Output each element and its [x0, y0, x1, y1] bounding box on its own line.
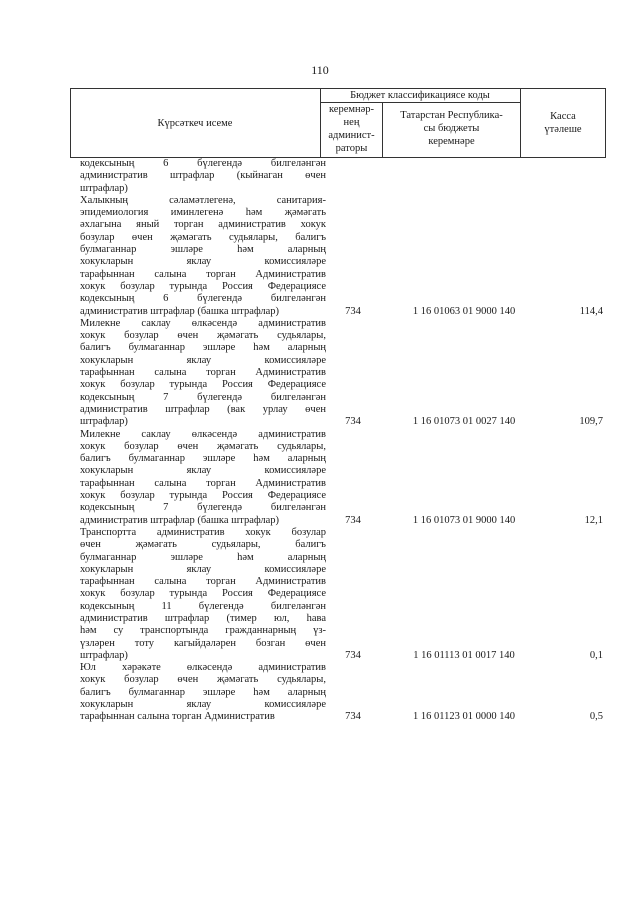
row-admin-code: 734 — [345, 305, 361, 317]
row-name: Юл хәрәкәте өлкәсендә административ хокук бозулар өчен җәмәгать судьялары, балигъ булмаганнар эшләре һәм аларның хокукларын яклау комиссияләре тарафыннан салына торган Административ — [80, 662, 326, 723]
row-budget-code: 1 16 01063 01 9000 140 — [412, 305, 516, 317]
row-admin-code: 734 — [345, 649, 361, 661]
table-row — [70, 527, 606, 662]
table-row — [70, 318, 606, 429]
header-right-border — [605, 88, 606, 158]
row-cash-amount: 114,4 — [579, 305, 603, 317]
table-row — [70, 195, 606, 318]
budget-code-group-header: Бюджет классификациясе коды — [350, 90, 490, 101]
table-row — [70, 158, 606, 195]
row-name: кодексының 6 бүлегендә билгеләнгән административ штрафлар (кыйнаган өчен штрафлар) — [80, 158, 326, 194]
name-column-header: Күрсәткеч исеме — [157, 118, 233, 129]
row-cash-amount: 0,1 — [589, 649, 603, 661]
row-admin-code: 734 — [345, 514, 361, 526]
row-budget-code: 1 16 01113 01 0017 140 — [413, 649, 515, 661]
table-row — [70, 429, 606, 527]
row-budget-code: 1 16 01123 01 0000 140 — [413, 711, 515, 723]
row-admin-code: 734 — [345, 416, 361, 428]
row-cash-amount: 12,1 — [584, 514, 603, 526]
table-row — [70, 662, 606, 723]
row-budget-code: 1 16 01073 01 9000 140 — [412, 514, 516, 526]
table-body — [70, 158, 606, 724]
row-budget-code: 1 16 01073 01 0027 140 — [412, 416, 516, 428]
budget-income-column-header: Татарстан Республика- сы бюджеты керемнәре — [400, 110, 503, 147]
admin-column-header: керемнәр- нең админист- раторы — [328, 104, 375, 154]
table-header — [70, 88, 606, 158]
row-cash-amount: 109,7 — [579, 416, 603, 428]
row-name: Милекне саклау өлкәсендә административ хокук бозулар өчен җәмәгать судьялары, балигъ булмаганнар эшләре һәм аларның хокукларын яклау комиссияләре тарафыннан салына торган Административ хокук бозулар турында Россия Федерациясе кодексының 7 бүлегендә билгеләнгән административ штрафлар (вак урлау өчен штрафлар) — [80, 317, 326, 428]
row-name: Транспортта административ хокук бозулар өчен җәмәгать судьялары, балигъ булмаганнар эшләре һәм аларның хокукларын яклау комиссияләре тарафыннан салына торган Административ хокук бозулар турында Россия Федерациясе кодексының 11 бүлегендә билгеләнгән административ штрафлар (тимер юл, һава һәм су транспортында гражданнарның үз- үзләрен тоту кагыйдәләрен бозган өчен штрафлар) — [80, 526, 326, 661]
row-name: Халыкның сәламәтлегенә, санитария- эпидемиология иминлегенә һәм җәмәгать әхлагына яный торган административ хокук бозулар өчен җәмәгать судьялары, балигъ булмаганнар эшләре һәм аларның хокукларын яклау комиссияләре тарафыннан салына торган Административ хокук бозулар турында Россия Федерациясе кодексының 6 бүлегендә билгеләнгән административ штрафлар (башка штрафлар) — [80, 194, 326, 317]
row-cash-amount: 0,5 — [589, 711, 603, 723]
row-name: Милекне саклау өлкәсендә административ хокук бозулар өчен җәмәгать судьялары, балигъ булмаганнар эшләре һәм аларның хокукларын яклау комиссияләре тарафыннан салына торган Административ хокук бозулар турында Россия Федерациясе кодексының 7 бүлегендә билгеләнгән административ штрафлар (башка штрафлар) — [80, 428, 326, 526]
page-number: 110 — [311, 63, 329, 77]
row-admin-code: 734 — [345, 711, 361, 723]
cash-execution-column-header: Касса үтәлеше — [544, 111, 582, 135]
